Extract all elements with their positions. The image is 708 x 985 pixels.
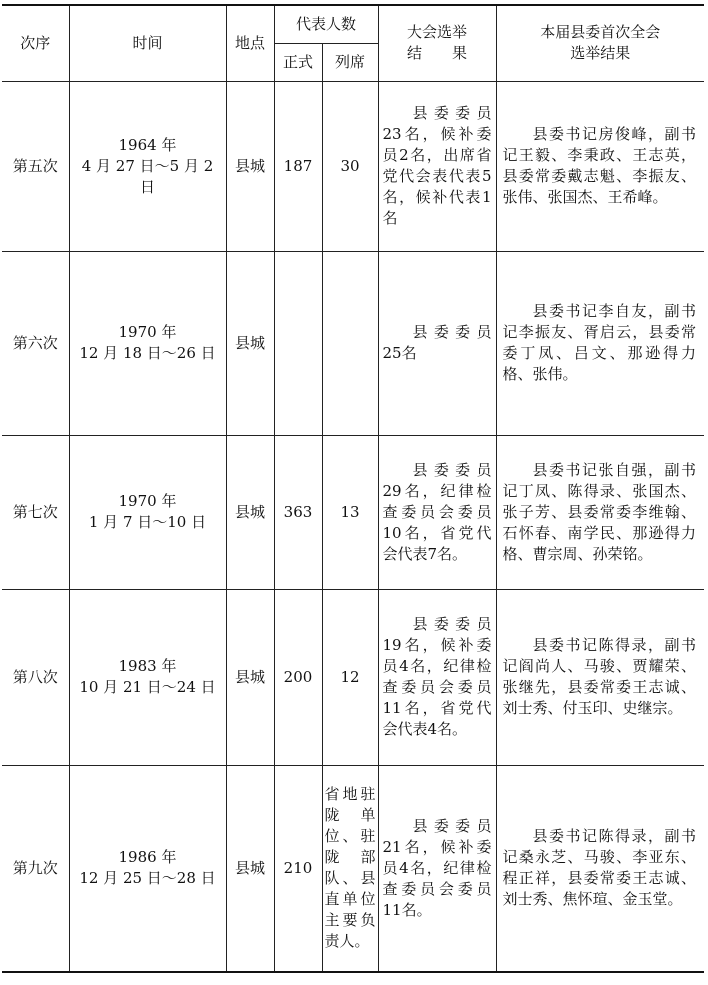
table-row: [2, 589, 704, 765]
table-row: [2, 81, 704, 251]
table-row: [2, 251, 704, 435]
header-time: 时间: [69, 5, 226, 81]
cell-congress-results: 县委委员19名，候补委员4名，纪律检查委员会委员11名，省党代会代表4名。: [378, 589, 496, 765]
cell-time: 1986 年 12 月 25 日～28 日: [69, 765, 226, 972]
cell-seq: 第八次: [2, 589, 69, 765]
cell-place: 县城: [226, 435, 274, 589]
election-table: [2, 4, 704, 973]
header-place: 地点: [226, 5, 274, 81]
cell-place: 县城: [226, 81, 274, 251]
cell-place: 县城: [226, 765, 274, 972]
cell-plenum-results: 县委书记陈得录，副书记桑永芝、马骏、李亚东、程正祥，县委常委王志诚、刘士秀、焦怀瑄、金玉堂。: [496, 765, 704, 972]
header-delegates: 代表人数: [274, 5, 378, 43]
cell-formal: 210: [274, 765, 322, 972]
cell-seq: 第六次: [2, 251, 69, 435]
cell-place: 县城: [226, 589, 274, 765]
cell-plenum-results: 县委书记房俊峰，副书记王毅、李秉政、王志英，县委常委戴志魁、李振友、张伟、张国杰、王希峰。: [496, 81, 704, 251]
cell-congress-results: 县委委员21名，候补委员4名，纪律检查委员会委员11名。: [378, 765, 496, 972]
cell-seq: 第九次: [2, 765, 69, 972]
header-formal: 正式: [274, 43, 322, 81]
cell-congress-results: 县委委员23名，候补委员2名，出席省党代会表代表5名，候补代表1名: [378, 81, 496, 251]
cell-observer: 省地驻陇单位、驻陇部队、县直单位主要负责人。: [322, 765, 378, 972]
cell-observer: [322, 251, 378, 435]
cell-plenum-results: 县委书记陈得录，副书记阎尚人、马骏、贾耀荣、张继先，县委常委王志诚、刘士秀、付玉印、史继宗。: [496, 589, 704, 765]
cell-time: 1964 年 4 月 27 日～5 月 2 日: [69, 81, 226, 251]
cell-congress-results: 县委委员25名: [378, 251, 496, 435]
table-row: [2, 765, 704, 972]
cell-formal: 363: [274, 435, 322, 589]
cell-time: 1970 年 12 月 18 日～26 日: [69, 251, 226, 435]
header-observer: 列席: [322, 43, 378, 81]
cell-observer: 12: [322, 589, 378, 765]
cell-seq: 第七次: [2, 435, 69, 589]
cell-formal: 187: [274, 81, 322, 251]
cell-congress-results: 县委委员29名，纪律检查委员会委员10名，省党代会代表7名。: [378, 435, 496, 589]
table-row: [2, 435, 704, 589]
cell-observer: 30: [322, 81, 378, 251]
cell-formal: 200: [274, 589, 322, 765]
cell-place: 县城: [226, 251, 274, 435]
cell-time: 1970 年 1 月 7 日～10 日: [69, 435, 226, 589]
cell-plenum-results: 县委书记李自友，副书记李振友、胥启云，县委常委丁凤、吕文、那逊得力格、张伟。: [496, 251, 704, 435]
cell-plenum-results: 县委书记张自强，副书记丁凤、陈得录、张国杰、张子芳、县委常委李维翰、石怀春、南学民、那逊得力格、曹宗周、孙荣铭。: [496, 435, 704, 589]
cell-seq: 第五次: [2, 81, 69, 251]
header-plenum-results: 本届县委首次全会 选举结果: [496, 5, 704, 81]
cell-observer: 13: [322, 435, 378, 589]
cell-time: 1983 年 10 月 21 日～24 日: [69, 589, 226, 765]
header-congress-results: 大会选举 结 果: [378, 5, 496, 81]
header-seq: 次序: [2, 5, 69, 81]
cell-formal: [274, 251, 322, 435]
